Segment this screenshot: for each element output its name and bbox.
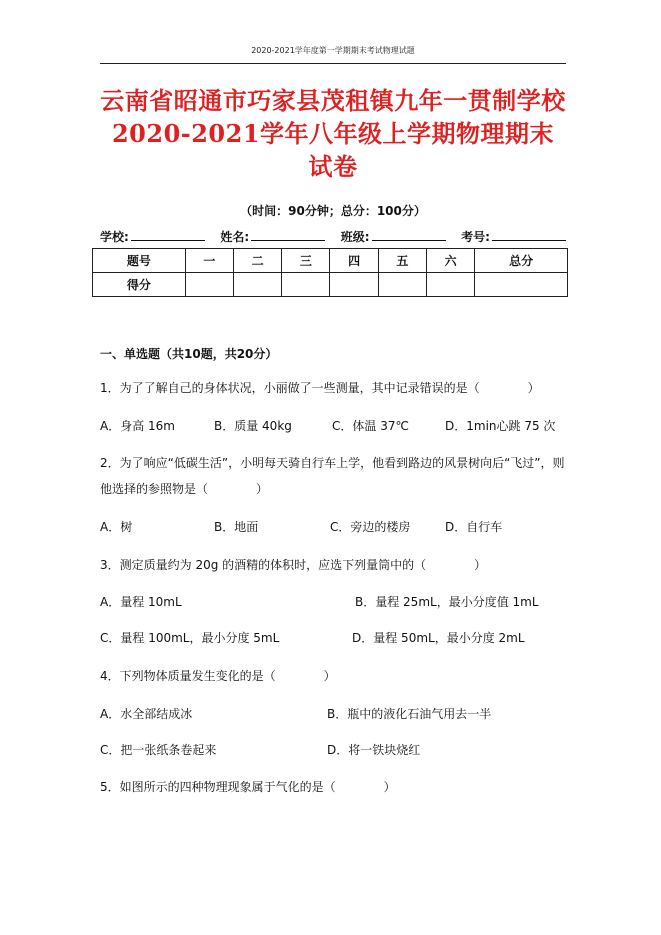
- score-table-score-row: [93, 273, 568, 297]
- exam-title: 云南省昭通市巧家县茂租镇九年一贯制学校2020-2021学年八年级上学期物理期末试卷: [100, 86, 566, 181]
- score-table-header-cell: 题号: [93, 249, 186, 273]
- question-1-option-b[interactable]: B．质量 40kg: [214, 419, 292, 433]
- score-cell[interactable]: [185, 273, 233, 297]
- score-table-header-cell: 六: [426, 249, 474, 273]
- score-cell[interactable]: [378, 273, 426, 297]
- class-blank[interactable]: [372, 228, 446, 241]
- question-3-stem: 3．测定质量约为 20g 的酒精的体积时，应选下列量筒中的（ ）: [100, 558, 487, 572]
- name-field[interactable]: [220, 228, 325, 245]
- question-3-option-a[interactable]: A．量程 10mL: [100, 595, 182, 609]
- name-label: 姓名:: [220, 230, 250, 244]
- score-cell[interactable]: [233, 273, 281, 297]
- school-label: 学校:: [100, 230, 129, 244]
- question-2-option-b[interactable]: B．地面: [214, 520, 259, 534]
- question-4-stem: 4．下列物体质量发生变化的是（ ）: [100, 669, 336, 683]
- school-blank[interactable]: [131, 228, 205, 241]
- class-label: 班级:: [340, 230, 370, 244]
- score-cell[interactable]: [475, 273, 568, 297]
- question-1-stem: 1．为了了解自己的身体状况，小丽做了一些测量，其中记录错误的是（ ）: [100, 381, 540, 395]
- question-4-option-d[interactable]: D．将一铁块烧红: [327, 743, 421, 757]
- question-3-option-c[interactable]: C．量程 100mL，最小分度 5mL: [100, 631, 280, 645]
- score-table-header-cell: 总分: [475, 249, 568, 273]
- page-header: 2020-2021学年度第一学期期末考试物理试题: [251, 46, 415, 55]
- score-row-label: 得分: [93, 273, 186, 297]
- score-cell[interactable]: [330, 273, 378, 297]
- student-info-row: [100, 228, 566, 245]
- question-2-option-d[interactable]: D．自行车: [445, 520, 503, 534]
- score-table-header-cell: 三: [282, 249, 330, 273]
- exam-time-score: （时间：90分钟；总分：100分）: [240, 204, 426, 218]
- score-table-header-cell: 二: [233, 249, 281, 273]
- score-table-header-cell: 一: [185, 249, 233, 273]
- score-table-header-cell: 四: [330, 249, 378, 273]
- question-4-option-b[interactable]: B．瓶中的液化石油气用去一半: [327, 707, 492, 721]
- question-1-option-d[interactable]: D．1min心跳 75 次: [445, 419, 556, 433]
- question-4-option-a[interactable]: A．水全部结成冰: [100, 707, 193, 721]
- exam-no-label: 考号:: [461, 230, 490, 244]
- question-3-option-b[interactable]: B．量程 25mL，最小分度值 1mL: [355, 595, 539, 609]
- question-2-option-a[interactable]: A．树: [100, 520, 133, 534]
- question-2-stem: 2．为了响应“低碳生活”，小明每天骑自行车上学，他看到路边的风景树向后“飞过”，则他选择的参照物是（ ）: [100, 456, 565, 496]
- score-table-header-row: [93, 249, 568, 273]
- question-4-option-c[interactable]: C．把一张纸条卷起来: [100, 743, 217, 757]
- score-table-header-cell: 五: [378, 249, 426, 273]
- score-cell[interactable]: [426, 273, 474, 297]
- exam-no-field[interactable]: [461, 228, 566, 245]
- score-table: [92, 248, 568, 297]
- score-cell[interactable]: [282, 273, 330, 297]
- section-heading: 一、单选题（共10题，共20分）: [100, 347, 278, 361]
- question-3-option-d[interactable]: D．量程 50mL，最小分度 2mL: [352, 631, 525, 645]
- class-field[interactable]: [341, 228, 446, 245]
- school-field[interactable]: [100, 228, 205, 245]
- name-blank[interactable]: [251, 228, 325, 241]
- header-divider: [100, 63, 566, 64]
- question-1-option-a[interactable]: A．身高 16m: [100, 419, 175, 433]
- question-1-option-c[interactable]: C．体温 37℃: [332, 419, 409, 433]
- question-5-stem: 5．如图所示的四种物理现象属于气化的是（ ）: [100, 780, 396, 794]
- question-2-option-c[interactable]: C．旁边的楼房: [330, 520, 411, 534]
- exam-no-blank[interactable]: [492, 228, 566, 241]
